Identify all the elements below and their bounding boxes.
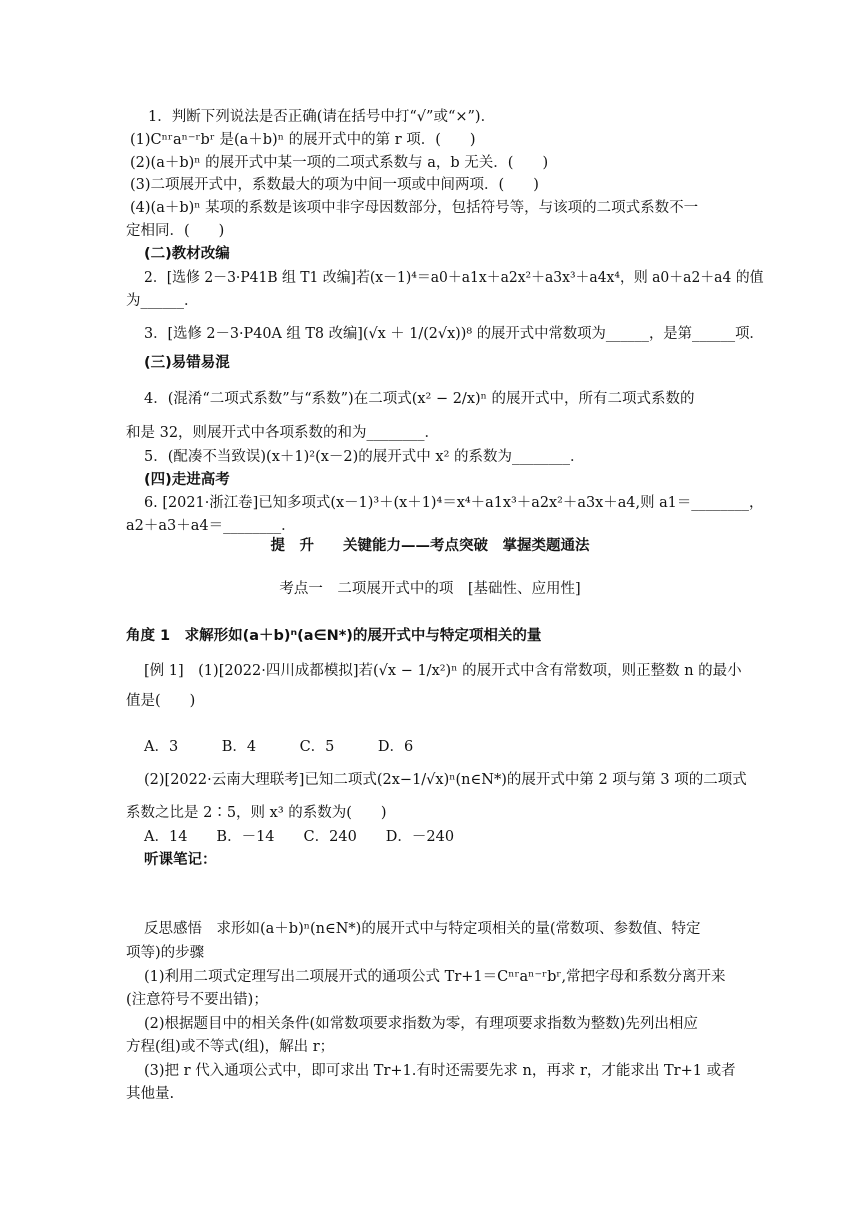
reflection-line1: 反思感悟 求形如(a＋b)ⁿ(n∈N*)的展开式中与特定项相关的量(常数项、参数值、特定 xyxy=(144,921,701,937)
example2-line1: (2)[2022·云南大理联考]已知二项式(2x−1/√x)ⁿ(n∈N*)的展开式中第 2 项与第 3 项的二项式 xyxy=(144,772,747,788)
q1-stem: 1．判断下列说法是否正确(请在括号中打“√”或“×”)． xyxy=(148,109,496,125)
example2-line2: 系数之比是 2∶5，则 x³ 的系数为( ) xyxy=(126,805,387,821)
example2-options: A．14 B．－14 C．240 D．－240 xyxy=(144,829,455,845)
reflection-line2: 项等)的步骤 xyxy=(126,945,205,961)
q1-item-3: (3)二项展开式中，系数最大的项为中间一项或中间两项．( ) xyxy=(130,177,539,193)
q2-line2: 为______． xyxy=(126,293,199,309)
example1-line1: [例 1] (1)[2022·四川成都模拟]若(√x − 1/x²)ⁿ 的展开式中含有常数项，则正整数 n 的最小 xyxy=(144,663,742,679)
notes-label: 听课笔记： xyxy=(144,852,217,868)
kaodian-title: 考点一 二项展开式中的项 [基础性、应用性] xyxy=(279,581,581,597)
q2-line1: 2．[选修 2－3·P41B 组 T1 改编]若(x－1)⁴＝a0＋a1x＋a2x²＋a3x³＋a4x⁴，则 a0＋a2＋a4 的值 xyxy=(144,270,764,286)
angle-title: 角度 1 求解形如(a＋b)ⁿ(a∈N*)的展开式中与特定项相关的量 xyxy=(126,628,542,644)
q1-item-2: (2)(a＋b)ⁿ 的展开式中某一项的二项式系数与 a，b 无关．( ) xyxy=(130,155,549,171)
section-title: 提 升 关键能力——考点突破 掌握类题通法 xyxy=(270,538,590,554)
reflection-step2-cont: 方程(组)或不等式(组)，解出 r； xyxy=(126,1039,335,1055)
reflection-step2: (2)根据题目中的相关条件(如常数项要求指数为零，有理项要求指数为整数)先列出相应 xyxy=(144,1016,698,1032)
q5: 5．(配凑不当致误)(x＋1)²(x－2)的展开式中 x² 的系数为________． xyxy=(144,449,585,465)
reflection-step1-cont: (注意符号不要出错)； xyxy=(126,992,268,1008)
q1-item-4-line2: 定相同．( ) xyxy=(126,223,225,239)
q4-line2: 和是 32，则展开式中各项系数的和为________． xyxy=(126,425,440,441)
q4-line1: 4．(混淆“二项式系数”与“系数”)在二项式(x² − 2/x)ⁿ 的展开式中，所有二项式系数的 xyxy=(144,391,695,407)
example1-options: A．3 B．4 C．5 D．6 xyxy=(144,739,414,755)
q1-item-1: (1)Cⁿʳaⁿ⁻ʳbʳ 是(a＋b)ⁿ 的展开式中的第 r 项．( ) xyxy=(130,132,476,148)
example1-line2: 值是( ) xyxy=(126,693,196,709)
q1-item-4-line1: (4)(a＋b)ⁿ 某项的系数是该项中非字母因数部分，包括符号等，与该项的二项式系数不一 xyxy=(130,200,699,216)
q6-line1: 6. [2021·浙江卷]已知多项式(x－1)³＋(x＋1)⁴＝x⁴＋a1x³＋a2x²＋a3x＋a4,则 a1＝________， xyxy=(144,495,764,511)
heading-exam: (四)走进高考 xyxy=(144,472,230,488)
heading-common-errors: (三)易错易混 xyxy=(144,355,230,371)
reflection-step1: (1)利用二项式定理写出二项展开式的通项公式 Tr+1＝Cⁿʳaⁿ⁻ʳbʳ,常把字母和系数分离开来 xyxy=(144,969,726,985)
heading-textbook-adapt: (二)教材改编 xyxy=(144,246,230,262)
q3: 3．[选修 2－3·P40A 组 T8 改编](√x ＋ 1/(2√x))⁸ 的展开式中常数项为______，是第______项． xyxy=(144,326,764,342)
reflection-step3: (3)把 r 代入通项公式中，即可求出 Tr+1.有时还需要先求 n，再求 r，才能求出 Tr+1 或者 xyxy=(144,1063,736,1079)
reflection-step3-cont: 其他量. xyxy=(126,1086,175,1102)
q6-line2: a2＋a3＋a4＝________． xyxy=(126,518,296,534)
